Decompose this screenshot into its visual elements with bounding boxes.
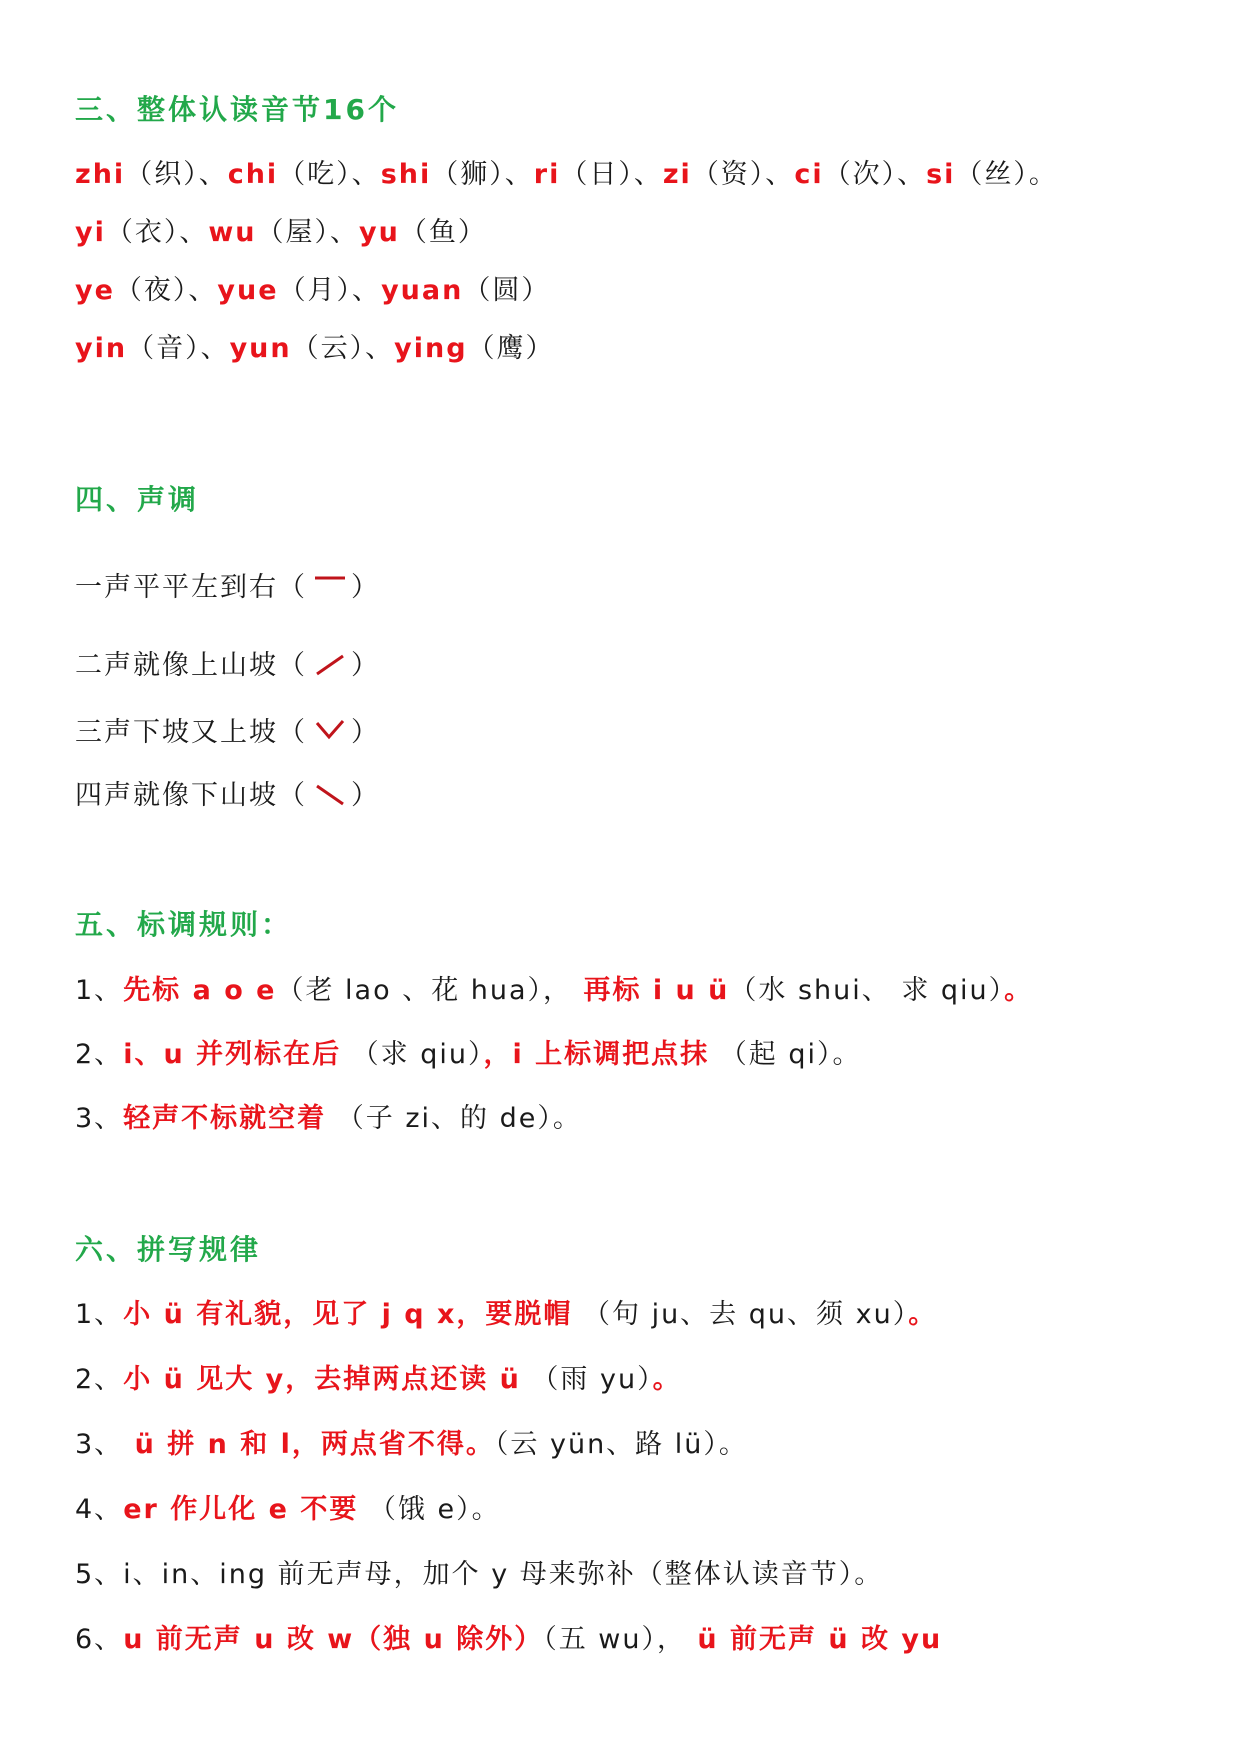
highlight-text: 。 <box>652 1364 682 1395</box>
section-6-title: 六、拼写规律 <box>75 1233 262 1266</box>
plain-text: 3、 <box>75 1103 124 1134</box>
plain-text: （资）、 <box>691 159 795 190</box>
plain-text: （屋）、 <box>256 217 360 248</box>
plain-text: （水 shui、 求 qiu） <box>729 975 1005 1006</box>
plain-text: 2、 <box>75 1364 124 1395</box>
syllable-row-4 <box>75 326 555 365</box>
spelling-row-4 <box>75 1487 501 1526</box>
plain-text: 1、 <box>75 1299 124 1330</box>
plain-text: （吃）、 <box>278 159 381 190</box>
tone-text: 一声平平左到右（ <box>75 572 307 603</box>
plain-text: 1、 <box>75 975 124 1006</box>
plain-text: （起 qi）。 <box>709 1039 862 1070</box>
spelling-row-1 <box>75 1292 937 1331</box>
section-3-title: 三、整体认读音节16个 <box>75 93 399 126</box>
highlight-text: i、u 并列标在后 <box>123 1039 342 1070</box>
highlight-text: yuan <box>381 275 464 306</box>
rule-row-3 <box>75 1096 582 1135</box>
plain-text: 4、 <box>75 1494 124 1525</box>
tone-close: ） <box>351 572 380 603</box>
flat-tone-icon <box>307 570 351 600</box>
plain-text: （子 zi、的 de）。 <box>326 1103 582 1134</box>
plain-text: （圆） <box>463 275 551 306</box>
dipping-tone-icon <box>307 715 351 745</box>
plain-text: （求 qiu） <box>341 1039 484 1070</box>
plain-text: （狮）、 <box>431 159 534 190</box>
plain-text: （丝）。 <box>955 159 1058 190</box>
spelling-row-5 <box>75 1552 883 1591</box>
tone-text: 三声下坡又上坡（ <box>75 717 307 748</box>
highlight-text: ye <box>75 275 115 306</box>
section-4-title: 四、声调 <box>75 483 200 516</box>
plain-text: （夜）、 <box>114 275 218 306</box>
plain-text: （云）、 <box>291 333 395 364</box>
plain-text: （鹰） <box>467 333 555 364</box>
highlight-text: ri <box>533 159 561 190</box>
plain-text: 6、 <box>75 1624 124 1655</box>
highlight-text: ying <box>394 333 468 364</box>
highlight-text: ci <box>794 159 824 190</box>
tone-line-1 <box>75 565 380 604</box>
highlight-text: 。 <box>908 1299 938 1330</box>
highlight-text: 小 ü 有礼貌，见了 j q x，要脱帽 <box>123 1299 573 1330</box>
plain-text: （音）、 <box>127 333 230 364</box>
plain-text: （雨 yu） <box>520 1364 653 1395</box>
highlight-text: yu <box>359 217 400 248</box>
spelling-row-6 <box>75 1617 942 1656</box>
highlight-text: 小 ü 见大 y，去掉两点还读 ü <box>123 1364 521 1395</box>
tone-text: 四声就像下山坡（ <box>75 780 307 811</box>
highlight-text: zi <box>662 159 692 190</box>
highlight-text: ，i 上标调把点抹 <box>483 1039 710 1070</box>
falling-tone-icon <box>307 778 351 808</box>
highlight-text: 再标 i u ü <box>572 975 730 1006</box>
highlight-text: u 前无声 u 改 w（独 u 除外） <box>123 1624 544 1655</box>
spelling-row-2 <box>75 1357 682 1396</box>
highlight-text: ü 前无声 ü 改 yu <box>685 1624 943 1655</box>
rising-tone-icon <box>307 648 351 678</box>
plain-text: 5、i、in、ing 前无声母，加个 y 母来弥补（整体认读音节）。 <box>75 1559 884 1590</box>
plain-text: 3、 <box>75 1429 124 1460</box>
tone-line-2 <box>75 643 380 682</box>
highlight-text: yun <box>229 333 292 364</box>
section-5-title: 五、标调规则： <box>75 908 293 941</box>
tone-close: ） <box>351 717 380 748</box>
plain-text: （鱼） <box>399 217 487 248</box>
highlight-text: wu <box>208 217 257 248</box>
spelling-row-3 <box>75 1422 748 1461</box>
tone-line-4 <box>75 773 380 812</box>
plain-text: （句 ju、去 qu、须 xu） <box>572 1299 909 1330</box>
tone-close: ） <box>351 650 380 681</box>
plain-text: （饿 e）。 <box>358 1494 501 1525</box>
highlight-text: chi <box>227 159 279 190</box>
highlight-text: 。 <box>1004 975 1034 1006</box>
plain-text: （织）、 <box>125 159 228 190</box>
rule-row-1 <box>75 968 1033 1007</box>
highlight-text: zhi <box>75 159 126 190</box>
highlight-text: yin <box>75 333 128 364</box>
highlight-text: yue <box>217 275 279 306</box>
plain-text: （五 wu）， <box>543 1624 686 1655</box>
plain-text: （衣）、 <box>105 217 209 248</box>
highlight-text: er 作儿化 e 不要 <box>123 1494 359 1525</box>
highlight-text: 轻声不标就空着 <box>123 1103 327 1134</box>
syllable-row-2 <box>75 210 487 249</box>
plain-text: （次）、 <box>823 159 927 190</box>
syllable-row-1 <box>75 152 1058 191</box>
highlight-text: yi <box>75 217 106 248</box>
syllable-row-3 <box>75 268 550 307</box>
plain-text: （老 lao 、花 hua）， <box>276 975 573 1006</box>
highlight-text: si <box>926 159 956 190</box>
plain-text: （云 yün、路 lü）。 <box>494 1429 748 1460</box>
plain-text: 2、 <box>75 1039 124 1070</box>
highlight-text: ü 拼 n 和 l，两点省不得。 <box>123 1429 495 1460</box>
tone-close: ） <box>351 780 380 811</box>
tone-line-3 <box>75 710 380 749</box>
plain-text: （月）、 <box>278 275 382 306</box>
highlight-text: shi <box>380 159 432 190</box>
highlight-text: 先标 a o e <box>123 975 277 1006</box>
tone-text: 二声就像上山坡（ <box>75 650 307 681</box>
rule-row-2 <box>75 1032 861 1071</box>
plain-text: （日）、 <box>560 159 663 190</box>
